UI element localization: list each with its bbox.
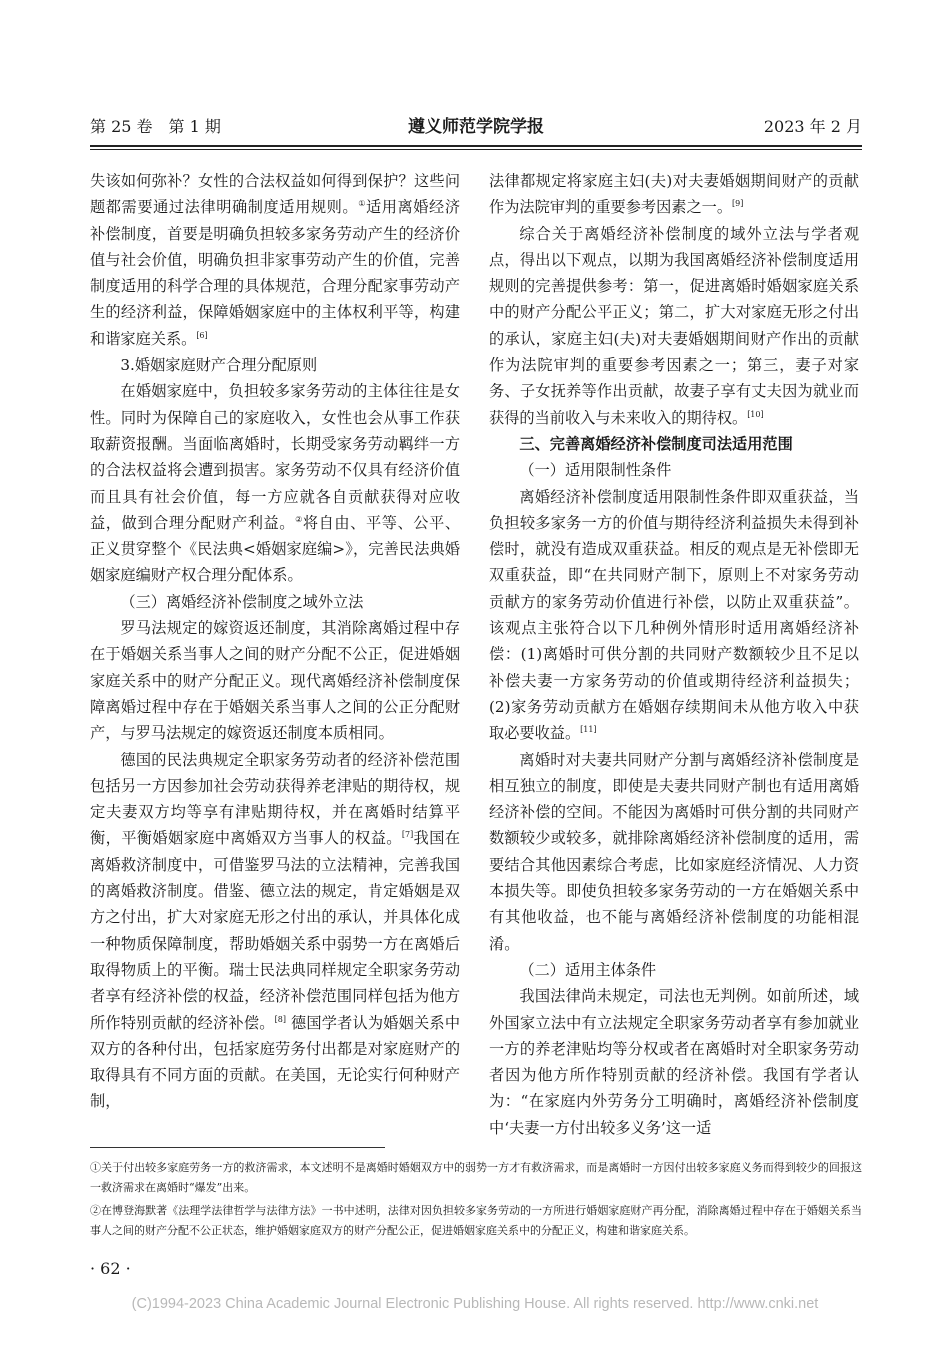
text-run: （三）离婚经济补偿制度之域外立法 — [120, 592, 364, 611]
text-run: （一）适用限制性条件 — [519, 461, 672, 480]
footnote-1: ①关于付出较多家庭劳务一方的救济需求，本文述明不是离婚时婚姻双方中的弱势一方才有救济需求，而是离婚时一方因付出较多家庭义务而得到较少的回报这一救济需求在离婚时“爆发”出来。 — [90, 1161, 862, 1194]
page-number: · 62 · — [90, 1259, 131, 1278]
citation-marker: [8] — [274, 1014, 286, 1024]
text-run: 我国在离婚救济制度中，可借鉴罗马法的立法精神，完善我国的离婚救济制度。借鉴、德立法的规定，肯定婚姻是双方之付出，扩大对家庭无形之付出的承认，并具体化成一种物质保障制度，帮助婚姻关系中弱势一方在离婚后取得物质上的平衡。瑞士民法典同样规定全职家务劳动者享有经济补偿的权益，经济补偿范围同样包括为他方所作特别贡献的经济补偿。 — [90, 829, 460, 1032]
text-run: （二）适用主体条件 — [519, 960, 657, 979]
text-run: 德国学者认为婚姻关系中双方的各种付出，包括家庭劳务付出都是对家庭财产的取得具有不同方面的贡献。在美国，无论实行何种财产制， — [90, 1013, 461, 1111]
paragraph — [489, 484, 859, 747]
paragraph — [489, 957, 859, 983]
text-run: 德国的民法典规定全职家务劳动者的经济补偿范围包括另一方因参加社会劳动获得养老津贴的期待权，规定夫妻双方均等享有津贴期待权，并在离婚时结算平衡，平衡婚姻家庭中离婚双方当事人的权益。 — [90, 750, 460, 848]
paragraph — [489, 983, 859, 1141]
citation-marker: ① — [358, 199, 366, 209]
citation-marker: [7] — [401, 830, 414, 840]
text-run: 将自由、平等、公平、正义贯穿整个《民法典<婚姻家庭编>》，完善民法典婚姻家庭编财产权合理分配体系。 — [90, 513, 461, 585]
paragraph — [90, 352, 460, 378]
citation-marker: ② — [295, 514, 303, 524]
paragraph — [489, 168, 859, 221]
paragraph — [489, 221, 859, 431]
paragraph — [90, 168, 460, 352]
paragraph — [489, 457, 859, 483]
left-column — [90, 168, 460, 1115]
citation-marker: [9] — [732, 199, 744, 209]
paragraph — [90, 378, 460, 588]
right-column — [489, 168, 859, 1141]
text-run: 适用离婚经济补偿制度，首要是明确负担较多家务劳动产生的经济价值与社会价值，明确负担非家事劳动产生的价值，完善制度适用的科学合理的具体规范，合理分配家事劳动产生的经济利益，保障婚姻家庭中的主体权利平等，构建和谐家庭关系。 — [90, 198, 461, 348]
running-header — [90, 112, 862, 138]
journal-title: 遵义师范学院学报 — [408, 117, 544, 137]
footnote-separator — [90, 1147, 385, 1148]
text-run: 法律都规定将家庭主妇(夫)对夫妻婚姻期间财产的贡献作为法院审判的重要参考因素之一。 — [489, 172, 859, 217]
volume-issue: 第 25 卷 第 1 期 — [90, 117, 221, 136]
paragraph — [90, 615, 460, 746]
text-run: 综合关于离婚经济补偿制度的域外立法与学者观点，得出以下观点，以期为我国离婚经济补偿制度适用规则的完善提供参考：第一，促进离婚时婚姻家庭关系中的财产分配公平正义；第二，扩大对家庭无形之付出的承认，家庭主妇(夫)对夫妻婚姻期间财产作出的贡献作为法院审判的重要参考因素之一；第三，妻子对家务、子女抚养等作出贡献，故妻子享有丈夫因为就业而获得的当前收入与未来收入的期待权。 — [489, 224, 859, 427]
header-rule-thick — [90, 145, 862, 147]
paragraph — [90, 589, 460, 615]
citation-marker: [6] — [196, 330, 208, 340]
text-run: 失该如何弥补？女性的合法权益如何得到保护？这些问题都需要通过法律明确制度适用规则。 — [90, 172, 460, 217]
footnotes — [90, 1158, 862, 1244]
publication-date: 2023 年 2 月 — [763, 117, 862, 136]
text-run: 离婚经济补偿制度适用限制性条件即双重获益，当负担较多家务一方的价值与期待经济利益损失未得到补偿时，就没有造成双重获益。相反的观点是无补偿即无双重获益，即“在共同财产制下，原则上不对家务劳动贡献方的家务劳动价值进行补偿，以防止双重获益”。该观点主张符合以下几种例外情形时适用离婚经济补偿：(1)离婚时可供分割的共同财产数额较少且不足以补偿夫妻一方家务劳动的价值或期待经济利益损失；(2)家务劳动贡献方在婚姻存续期间未从他方收入中获取必要收益。 — [489, 487, 859, 743]
paragraph — [489, 747, 859, 957]
text-run: 罗马法规定的嫁资返还制度，其消除离婚过程中存在于婚姻关系当事人之间的财产分配不公正，促进婚姻家庭关系中的财产分配正义。现代离婚经济补偿制度保障离婚过程中存在于婚姻关系当事人之间的公正分配财产，与罗马法规定的嫁资返还制度本质相同。 — [90, 619, 460, 743]
footnote-2: ②在博登海默著《法理学法律哲学与法律方法》一书中述明，法律对因负担较多家务劳动的一方所进行婚姻家庭财产再分配，消除离婚过程中存在于婚姻关系当事人之间的财产分配不公正状态，维护婚姻家庭双方的财产分配公正，促进婚姻家庭关系中的分配正义，构建和谐家庭关系。 — [90, 1204, 862, 1237]
citation-marker: [11] — [580, 725, 597, 735]
paragraph — [90, 747, 460, 1115]
citation-marker: [10] — [747, 409, 764, 419]
header-rule-thin — [90, 149, 862, 150]
text-run: 三、完善离婚经济补偿制度司法适用范围 — [519, 434, 793, 453]
section-heading — [489, 431, 859, 457]
text-run: 离婚时对夫妻共同财产分割与离婚经济补偿制度是相互独立的制度，即使是夫妻共同财产制也有适用离婚经济补偿的空间。不能因为离婚时可供分割的共同财产数额较少或较多，就排除离婚经济补偿制度的适用，需要结合其他因素综合考虑，比如家庭经济情况、人力资本损失等。即使负担较多家务劳动的一方在婚姻关系中有其他收益，也不能与离婚经济补偿制度的功能相混淆。 — [489, 750, 859, 953]
text-run: 3.婚姻家庭财产合理分配原则 — [120, 356, 318, 375]
text-run: 我国法律尚未规定，司法也无判例。如前所述，域外国家立法中有立法规定全职家务劳动者享有参加就业一方的养老津贴均等分权或者在离婚时对全职家务劳动者因为他方所作特别贡献的经济补偿。我国有学者认为：“在家庭内外劳务分工明确时，离婚经济补偿制度中‘夫妻一方付出较多义务’这一适 — [489, 987, 859, 1137]
text-run: 在婚姻家庭中，负担较多家务劳动的主体往往是女性。同时为保障自己的家庭收入，女性也会从事工作获取薪资报酬。当面临离婚时，长期受家务劳动羁绊一方的合法权益将会遭到损害。家务劳动不仅具有经济价值而且具有社会价值，每一方应就各自贡献获得对应收益，做到合理分配财产利益。 — [90, 382, 460, 532]
copyright-watermark: (C)1994-2023 China Academic Journal Electronic Publishing House. All rights reserved. http://www.cnki.net — [131, 1296, 819, 1312]
